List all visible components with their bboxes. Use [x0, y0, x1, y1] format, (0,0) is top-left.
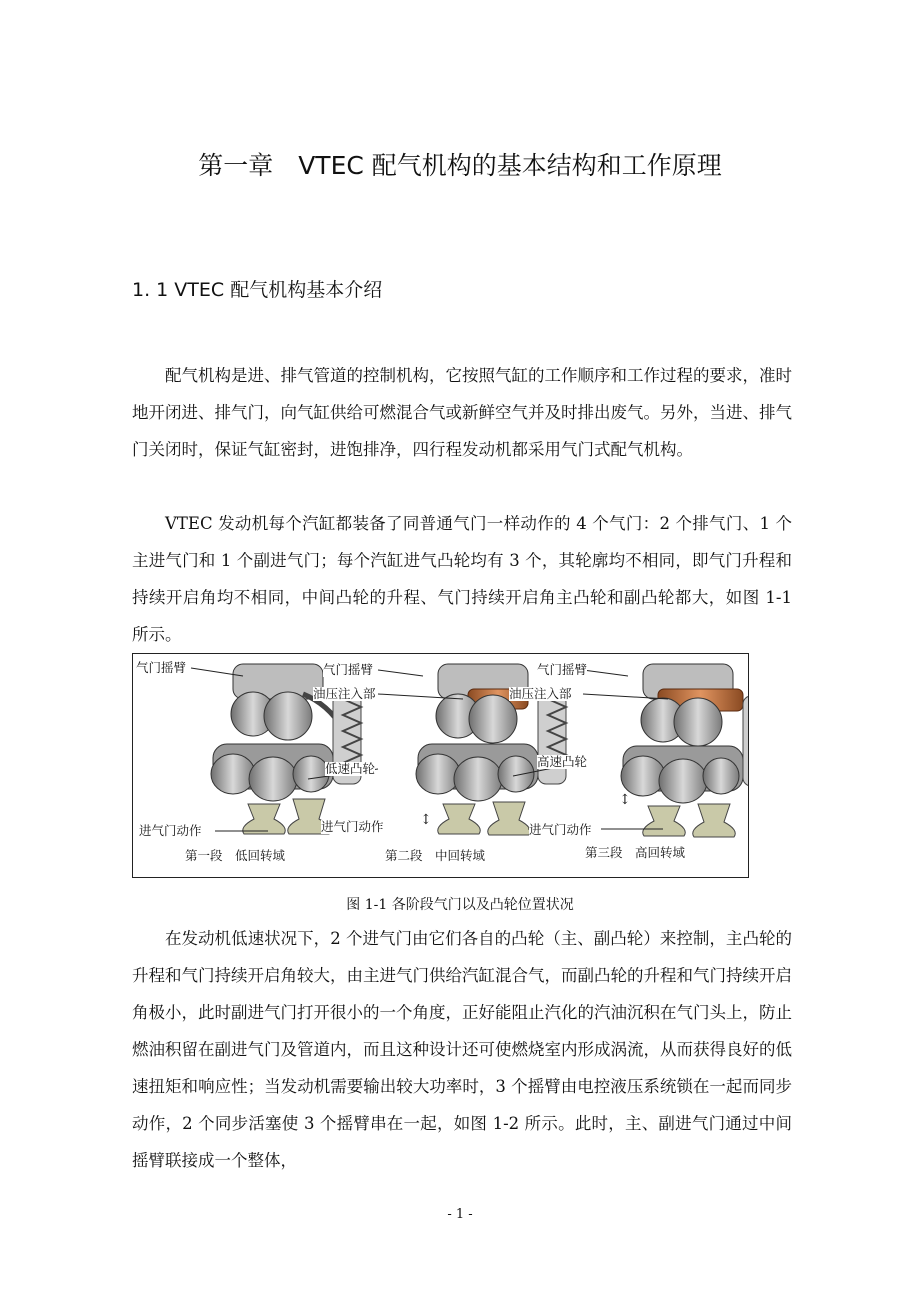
figure-caption: 图 1-1 各阶段气门以及凸轮位置状况 — [346, 897, 574, 913]
label-stage-1: 第一段 低回转域 — [185, 848, 286, 863]
label-rocker-1: 气门摇臂 — [136, 660, 187, 675]
mechanism-stage-3 — [619, 664, 749, 837]
label-action-3: 进气门动作 — [529, 822, 592, 837]
label-oil-3: 油压注入部 — [509, 686, 572, 701]
svg-text:↕: ↕ — [420, 812, 432, 828]
label-cam-high: 高速凸轮 — [537, 754, 588, 769]
label-cam-low: 低速凸轮 — [325, 761, 376, 776]
paragraph-1: 配气机构是进、排气管道的控制机构，它按照气缸的工作顺序和工作过程的要求，准时地开闭进、排气门，向气缸供给可燃混合气或新鲜空气并及时排出废气。另外，当进、排气门关闭时，保证气缸密封，进饱排净，四行程发动机都采用气门式配气机构。 — [132, 366, 792, 459]
chapter-title: 第一章 VTEC 配气机构的基本结构和工作原理 — [198, 151, 722, 180]
figure-vtec-stages — [132, 653, 749, 878]
page-number: - 1 - — [447, 1207, 473, 1222]
label-rocker-3: 气门摇臂 — [537, 662, 588, 677]
paragraph-2: VTEC 发动机每个汽缸都装备了同普通气门一样动作的 4 个气门：2 个排气门、1 个主进气门和 1 个副进气门；每个汽缸进气凸轮均有 3 个，其轮廓均不相同，即气门升程和持续开启角均不相同，中间凸轮的升程、气门持续开启角主凸轮和副凸轮都大，如图 1-1 所示。 — [132, 514, 792, 644]
label-action-1: 进气门动作 — [139, 823, 202, 838]
label-oil-2: 油压注入部 — [313, 686, 376, 701]
svg-text:↕: ↕ — [619, 792, 631, 808]
label-action-2: 进气门动作 — [321, 819, 384, 834]
section-title: 1. 1 VTEC 配气机构基本介绍 — [132, 279, 383, 301]
label-stage-3: 第三段 高回转域 — [585, 845, 686, 860]
label-stage-2: 第二段 中回转域 — [385, 848, 486, 863]
paragraph-3: 在发动机低速状况下，2 个进气门由它们各自的凸轮（主、副凸轮）来控制，主凸轮的升程和气门持续开启角较大，由主进气门供给汽缸混合气，而副凸轮的升程和气门持续开启角极小，此时副进气门打开很小的一个角度，正好能阻止汽化的汽油沉积在气门头上，防止燃油积留在副进气门及管道内，而且这种设计还可使燃烧室内形成涡流，从而获得良好的低速扭矩和响应性；当发动机需要输出较大功率时，3 个摇臂由电控液压系统锁在一起而同步动作，2 个同步活塞使 3 个摇臂串在一起，如图 1-2 所示。此时，主、副进气门通过中间摇臂联接成一个整体， — [132, 929, 792, 1170]
label-rocker-2: 气门摇臂 — [323, 662, 374, 677]
